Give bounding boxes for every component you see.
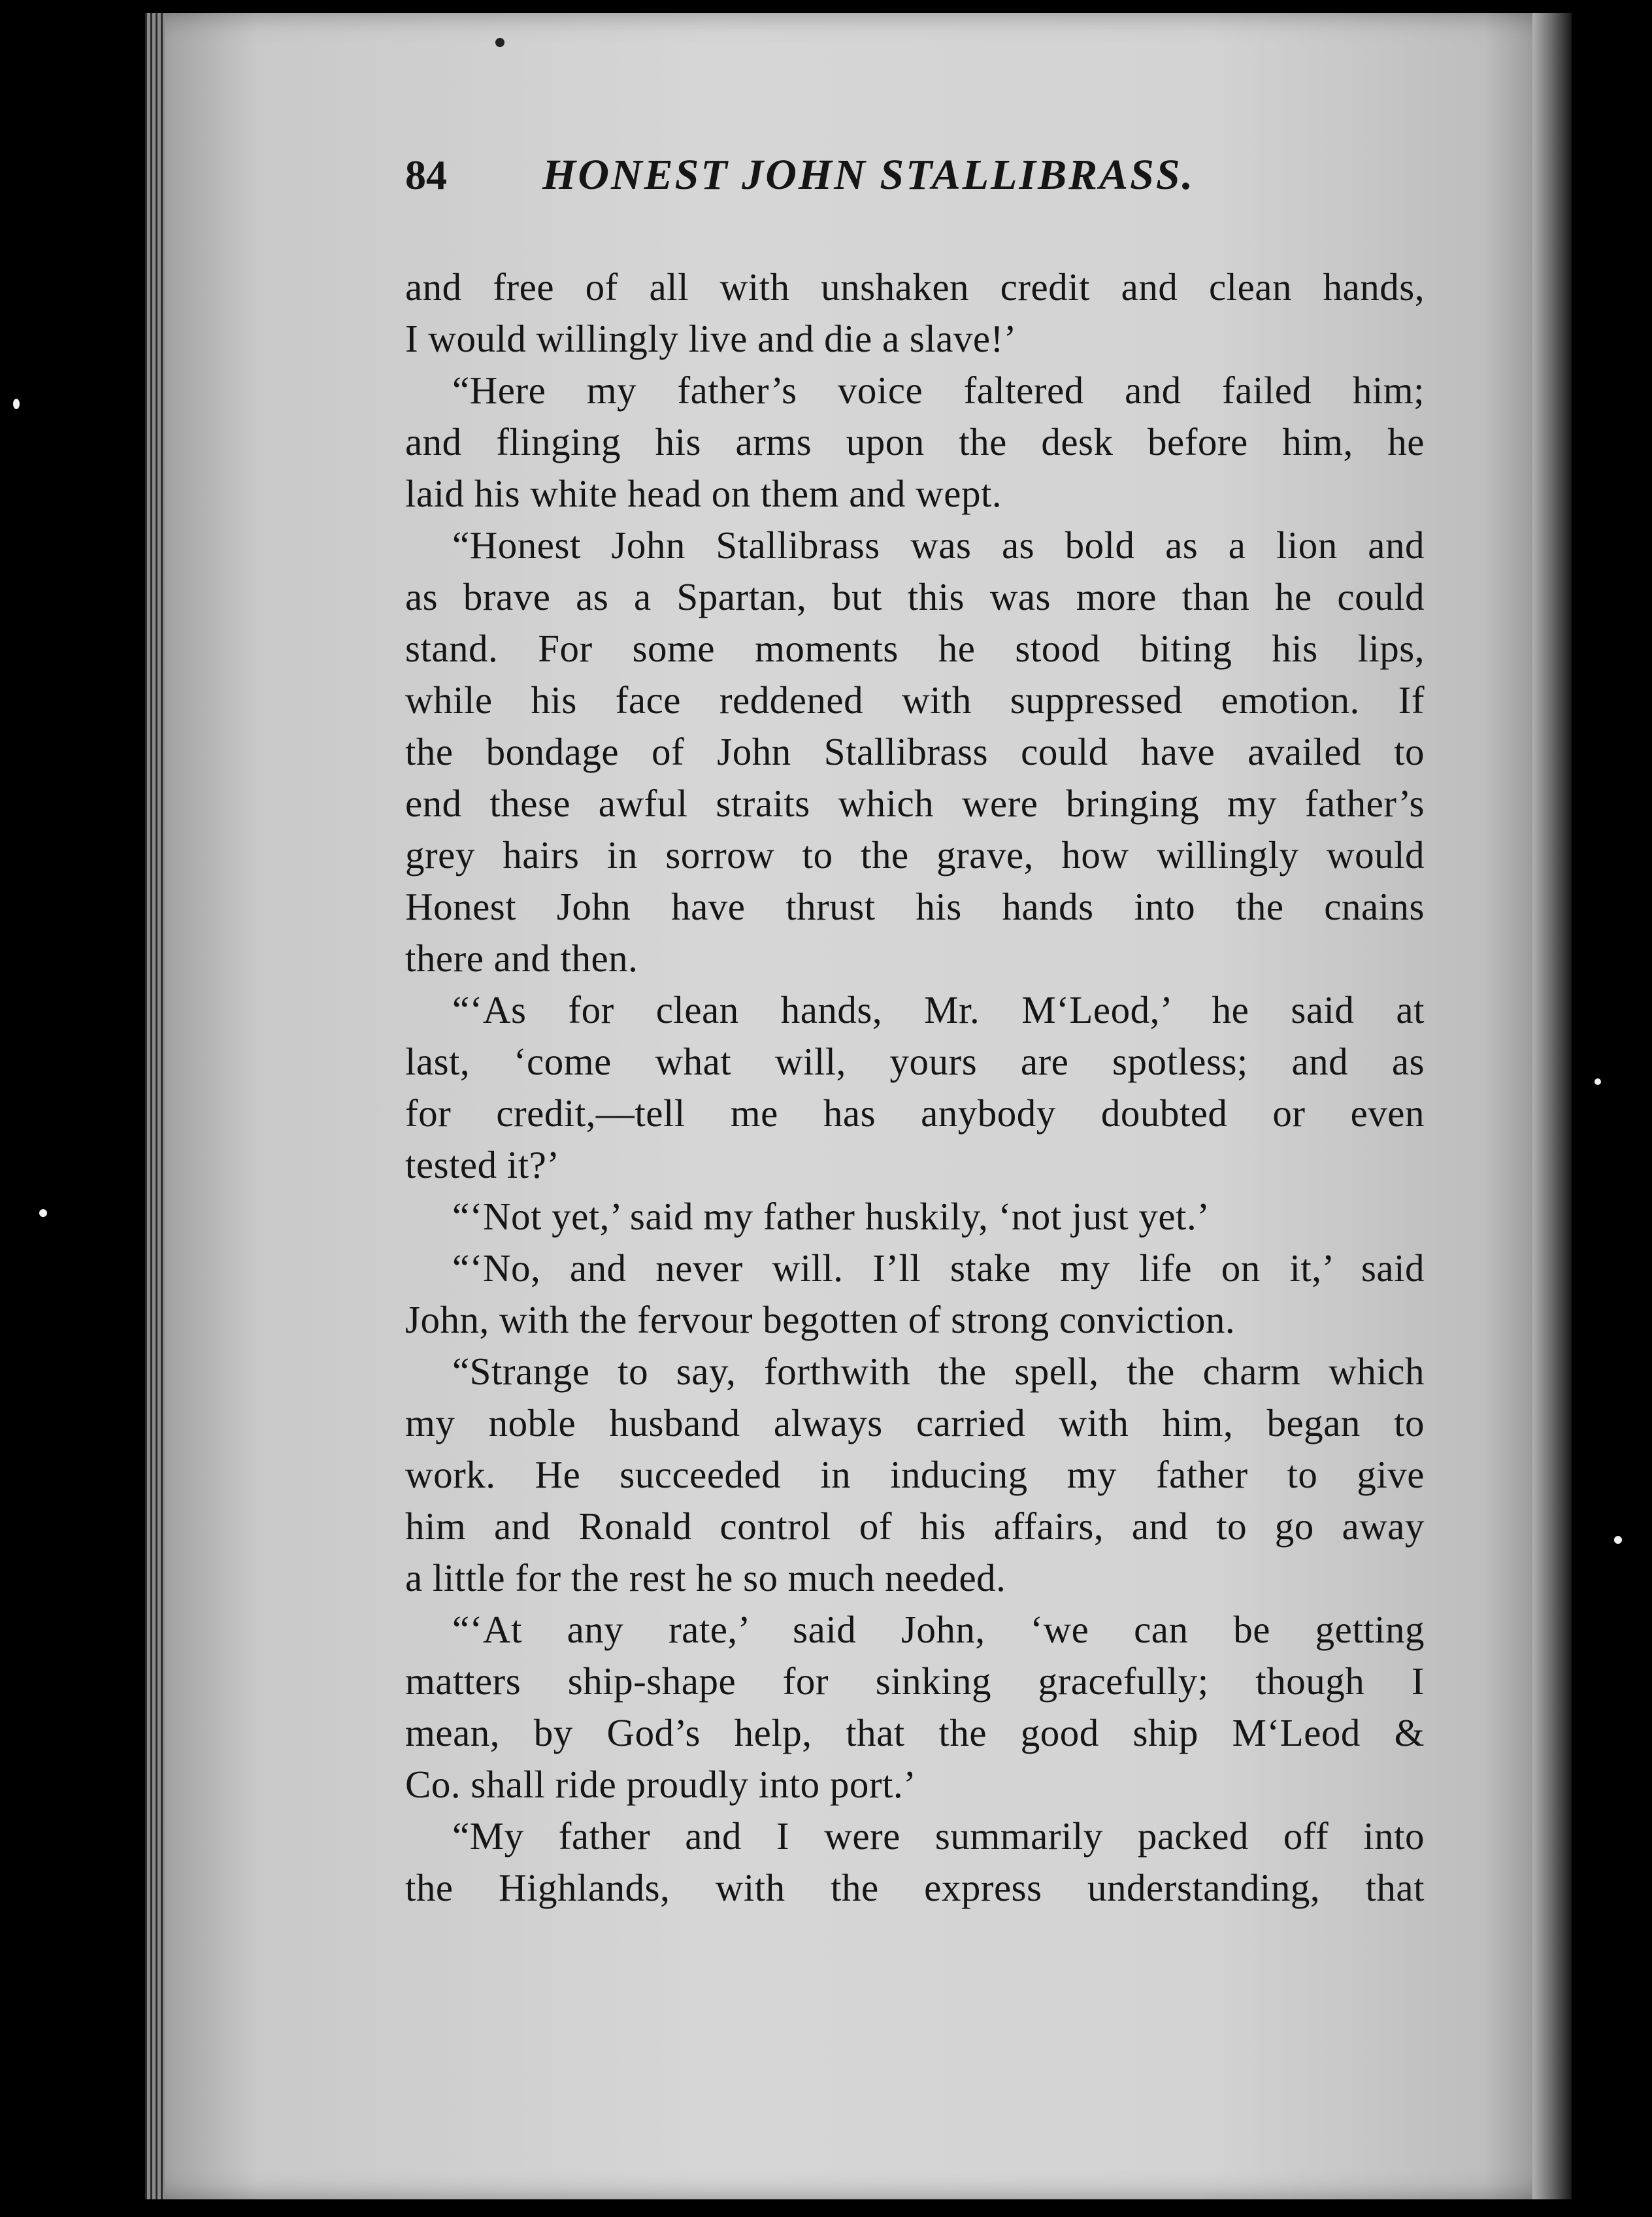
running-title: HONEST JOHN STALLIBRASS. (542, 151, 1195, 199)
running-head (405, 150, 1425, 235)
ink-speck (495, 38, 504, 47)
text-line: work. He succeeded in inducing my father to give (405, 1453, 1425, 1496)
text-line: “My father and I were summarily packed off into (452, 1814, 1425, 1858)
dust-speck (13, 399, 20, 409)
text-line: “Here my father’s voice faltered and failed him; (452, 369, 1425, 412)
text-line: grey hairs in sorrow to the grave, how willingly would (405, 833, 1425, 876)
text-line: and free of all with unshaken credit and clean hands, (405, 265, 1425, 308)
text-line: “‘At any rate,’ said John, ‘we can be getting (452, 1608, 1425, 1651)
text-line: end these awful straits which were bringing my father’s (405, 782, 1425, 825)
text-line: the bondage of John Stallibrass could have availed to (405, 730, 1425, 773)
dust-speck (39, 1209, 47, 1217)
text-line: him and Ronald control of his affairs, and to go away (405, 1505, 1425, 1548)
text-line: “‘As for clean hands, Mr. M‘Leod,’ he said at (452, 988, 1425, 1031)
text-line: tested it?’ (405, 1143, 560, 1186)
text-line: last, ‘come what will, yours are spotless; and as (405, 1040, 1425, 1083)
text-line: for credit,—tell me has anybody doubted or even (405, 1092, 1425, 1135)
text-line: as brave as a Spartan, but this was more than he could (405, 575, 1425, 618)
text-line: Co. shall ride proudly into port.’ (405, 1763, 917, 1806)
dust-speck (1614, 1536, 1622, 1544)
text-line: the Highlands, with the express understanding, that (405, 1866, 1425, 1909)
text-line: stand. For some moments he stood biting his lips, (405, 627, 1425, 670)
text-line: while his face reddened with suppressed emotion. If (405, 678, 1425, 722)
text-line: I would willingly live and die a slave!’ (405, 317, 1017, 360)
text-line: a little for the rest he so much needed. (405, 1556, 1006, 1599)
text-line: my noble husband always carried with him, began to (405, 1401, 1425, 1444)
text-line: “Strange to say, forthwith the spell, the charm which (452, 1350, 1425, 1393)
page-edge-left (145, 13, 165, 2199)
text-line: matters ship-shape for sinking gracefully; though I (405, 1659, 1425, 1703)
text-line: laid his white head on them and wept. (405, 472, 1002, 515)
text-line: “Honest John Stallibrass was as bold as a lion and (452, 524, 1425, 567)
text-line: mean, by God’s help, that the good ship M‘Leod & (405, 1711, 1425, 1754)
text-line: and flinging his arms upon the desk before him, he (405, 420, 1425, 463)
text-line: “‘Not yet,’ said my father huskily, ‘not just yet.’ (452, 1195, 1210, 1238)
page-number: 84 (405, 152, 447, 198)
text-line: “‘No, and never will. I’ll stake my life on it,’ said (452, 1246, 1425, 1290)
text-line: there and then. (405, 937, 638, 980)
dust-speck (1594, 1078, 1601, 1085)
page-edge-right (1532, 13, 1572, 2199)
page-text (405, 150, 1425, 1914)
text-line: John, with the fervour begotten of strong conviction. (405, 1298, 1236, 1341)
text-line: Honest John have thrust his hands into the cnains (405, 885, 1425, 928)
